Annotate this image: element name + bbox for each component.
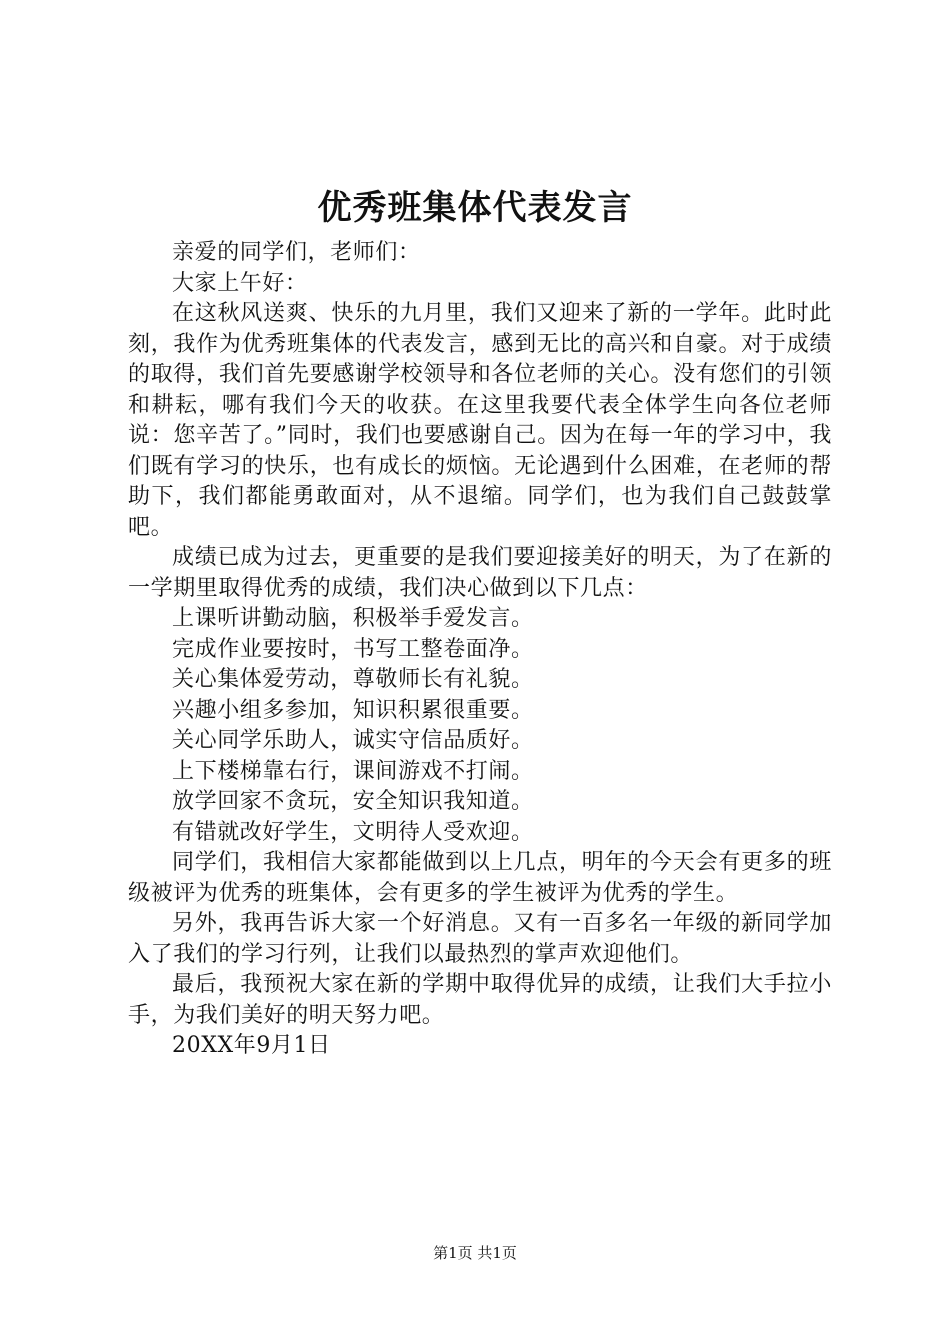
document-title: 优秀班集体代表发言 (317, 188, 633, 228)
salutation-line: 大家上午好： (172, 270, 308, 296)
pledge-line: 关心集体爱劳动，尊敬师长有礼貌。 (172, 667, 534, 692)
greeting-line: 亲爱的同学们，老师们： (172, 240, 421, 265)
paragraph: 最后，我预祝大家在新的学期中取得优异的成绩，让我们大手拉小手，为我们美好的明天努力吧。 (128, 972, 832, 1028)
pledge-line: 兴趣小组多参加，知识积累很重要。 (172, 697, 534, 723)
pledge-line: 有错就改好学生，文明待人受欢迎。 (172, 819, 534, 845)
date-line: 20XX年9月1日 (172, 1033, 331, 1058)
paragraph: 在这秋风送爽、快乐的九月里，我们又迎来了新的一学年。此时此刻，我作为优秀班集体的代表发言，感到无比的高兴和自豪。对于成绩的取得，我们首先要感谢学校领导和各位老师的关心。没有您们的引领和耕耘，哪有我们今天的收获。在这里我要代表全体学生向各位老师说：您辛苦了。”同时，我们也要感谢自己。因为在每一年的学习中，我们既有学习的快乐，也有成长的烦恼。无论遇到什么困难，在老师的帮助下，我们都能勇敢面对，从不退缩。同学们，也为我们自己鼓鼓掌吧。 (128, 301, 832, 540)
pledge-line: 放学回家不贪玩，安全知识我知道。 (172, 789, 534, 814)
page-footer: 第1页 共1页 (433, 1244, 517, 1262)
pledge-line: 完成作业要按时，书写工整卷面净。 (172, 636, 534, 662)
document-body (128, 238, 832, 1062)
pledge-line: 关心同学乐助人，诚实守信品质好。 (172, 728, 534, 753)
paragraph: 成绩已成为过去，更重要的是我们要迎接美好的明天，为了在新的一学期里取得优秀的成绩，我们决心做到以下几点： (128, 545, 832, 601)
paragraph: 另外，我再告诉大家一个好消息。又有一百多名一年级的新同学加入了我们的学习行列，让我们以最热烈的掌声欢迎他们。 (128, 911, 832, 967)
pledge-line: 上课听讲勤动脑，积极举手爱发言。 (172, 606, 534, 631)
paragraph: 同学们，我相信大家都能做到以上几点，明年的今天会有更多的班级被评为优秀的班集体，会有更多的学生被评为优秀的学生。 (128, 850, 832, 906)
pledge-line: 上下楼梯靠右行，课间游戏不打闹。 (172, 758, 534, 784)
